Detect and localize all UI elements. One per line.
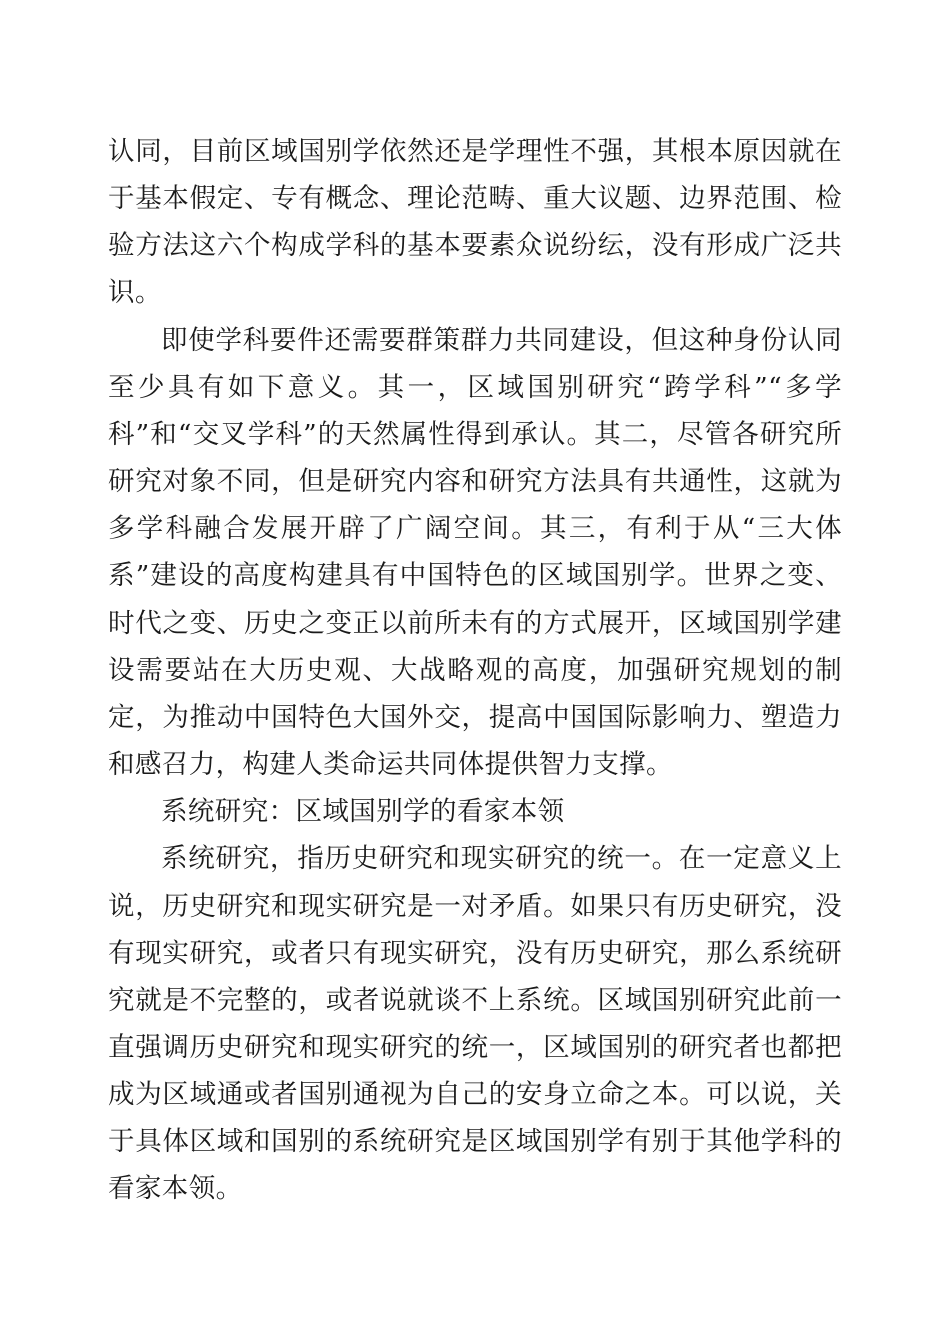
document-body [108, 128, 842, 1213]
paragraph-systematic-research: 系统研究，指历史研究和现实研究的统一。在一定意义上说，历史研究和现实研究是一对矛盾。如果只有历史研究，没有现实研究，或者只有现实研究，没有历史研究，那么系统研究就是不完整的，或者说就谈不上系统。区域国别研究此前一直强调历史研究和现实研究的统一，区域国别的研究者也都把成为区域通或者国别通视为自己的安身立命之本。可以说，关于具体区域和国别的系统研究是区域国别学有别于其他学科的看家本领。 [108, 843, 842, 1205]
section-heading-systematic-research: 系统研究：区域国别学的看家本领 [161, 796, 565, 828]
paragraph-continuation: 认同，目前区域国别学依然还是学理性不强，其根本原因就在于基本假定、专有概念、理论范畴、重大议题、边界范围、检验方法这六个构成学科的基本要素众说纷纭，没有形成广泛共识。 [108, 136, 842, 309]
paragraph-discipline-significance: 即使学科要件还需要群策群力共同建设，但这种身份认同至少具有如下意义。其一，区域国别研究“跨学科”“多学科”和“交叉学科”的天然属性得到承认。其二，尽管各研究所研究对象不同，但是研究内容和研究方法具有共通性，这就为多学科融合发展开辟了广阔空间。其三，有利于从“三大体系”建设的高度构建具有中国特色的区域国别学。世界之变、时代之变、历史之变正以前所未有的方式展开，区域国别学建设需要站在大历史观、大战略观的高度，加强研究规划的制定，为推动中国特色大国外交，提高中国国际影响力、塑造力和感召力，构建人类命运共同体提供智力支撑。 [108, 324, 842, 781]
